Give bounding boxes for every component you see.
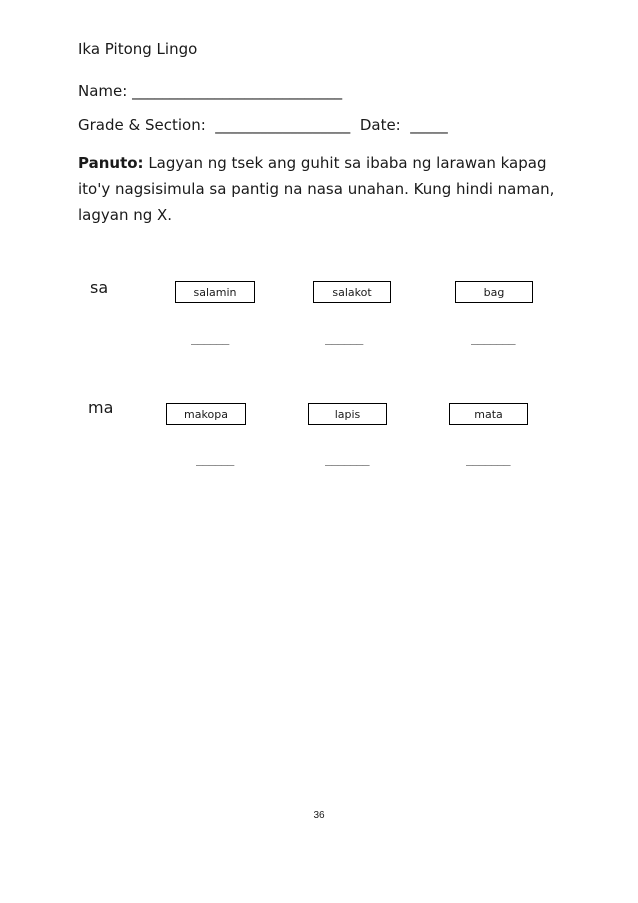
grade-section-date-field[interactable]: Grade & Section: __________________ Date: _____ xyxy=(78,116,448,134)
instructions-text: Lagyan ng tsek ang guhit sa ibaba ng larawan kapag ito'y nagsisimula sa pantig na nasa unahan. Kung hindi naman, lagyan ng X. xyxy=(78,154,555,224)
answer-blank[interactable]: ______ xyxy=(196,452,234,466)
word-box: makopa xyxy=(166,403,246,425)
word-box: bag xyxy=(455,281,533,303)
word-box: salakot xyxy=(313,281,391,303)
page-number: 36 xyxy=(313,810,325,821)
instructions-label: Panuto: xyxy=(78,154,144,172)
word-box: lapis xyxy=(308,403,387,425)
worksheet-title: Ika Pitong Lingo xyxy=(78,40,198,58)
syllable-sa: sa xyxy=(90,278,109,297)
name-field[interactable]: Name: ____________________________ xyxy=(78,82,343,100)
word-box: mata xyxy=(449,403,528,425)
word-box: salamin xyxy=(175,281,255,303)
answer-blank[interactable]: ______ xyxy=(325,331,363,345)
answer-blank[interactable]: _______ xyxy=(325,452,369,466)
syllable-ma: ma xyxy=(88,398,114,417)
answer-blank[interactable]: _______ xyxy=(466,452,510,466)
answer-blank[interactable]: _______ xyxy=(471,331,515,345)
answer-blank[interactable]: ______ xyxy=(191,331,229,345)
instructions xyxy=(78,150,558,228)
